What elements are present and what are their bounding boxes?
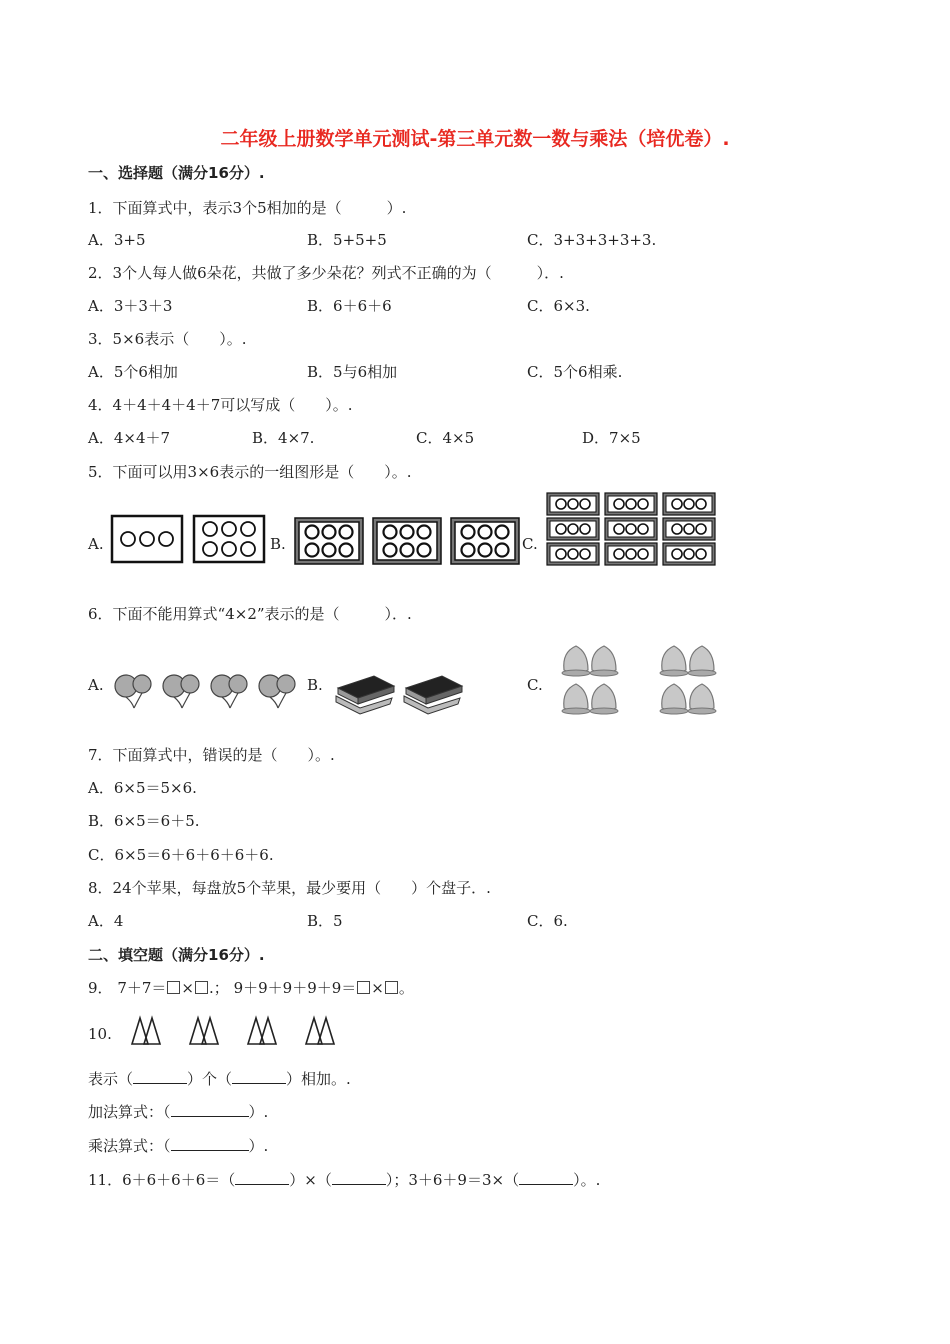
q8-option-a: A．4 [88, 912, 124, 930]
answer-blank[interactable] [133, 1069, 187, 1084]
q2-option-a: A．3＋3＋3 [88, 297, 173, 315]
q10-number: 10. [88, 1025, 112, 1043]
section-1-heading: 一、选择题（满分16分）. [88, 164, 265, 182]
answer-blank[interactable] [232, 1069, 286, 1084]
q5-option-c-figure [544, 490, 720, 568]
question-4-stem: 4．4＋4＋4＋4＋7可以写成（ ）。. [88, 396, 353, 414]
q7-option-c: C．6×5＝6＋6＋6＋6＋6. [88, 846, 274, 864]
q6-option-c-label: C. [527, 676, 543, 694]
q11-text-a: 11．6＋6＋6＋6＝（ [88, 1171, 236, 1189]
question-11 [88, 1170, 600, 1190]
q10-line-2 [88, 1102, 268, 1122]
question-2-stem: 2．3个人每人做6朵花，共做了多少朵花？列式不正确的为（ ）．. [88, 264, 564, 282]
answer-box[interactable] [357, 981, 370, 994]
q7-option-b: B．6×5＝6＋5. [88, 812, 200, 830]
question-6-stem: 6．下面不能用算式“4×2”表示的是（ ）．. [88, 605, 412, 623]
q11-text-b: ）×（ [289, 1171, 332, 1189]
q10-line-3 [88, 1136, 268, 1156]
q11-text-c: ）；3＋6＋9＝3×（ [385, 1171, 520, 1189]
q10-close: ）. [248, 1137, 269, 1155]
q10-close: ）. [248, 1103, 269, 1121]
q3-option-a: A．5个6相加 [88, 363, 178, 381]
question-3-stem: 3．5×6表示（ ）。. [88, 330, 247, 348]
answer-blank[interactable] [235, 1170, 289, 1185]
q8-option-b: B．5 [307, 912, 343, 930]
page-title: 二年级上册数学单元测试-第三单元数一数与乘法（培优卷）. [220, 128, 730, 150]
q9-expr-2: 9＋9＋9＋9＋9＝ [233, 979, 357, 997]
answer-blank[interactable] [332, 1170, 386, 1185]
q9-separator: .； [209, 979, 229, 997]
times-sign: × [181, 979, 194, 997]
section-2-heading: 二、填空题（满分16分）. [88, 946, 265, 964]
q1-option-a: A．3+5 [88, 231, 146, 249]
q10-addition-label: 加法算式：（ [88, 1103, 171, 1121]
q10-text-a: 表示（ [88, 1070, 134, 1088]
q5-option-c-label: C. [522, 535, 538, 553]
q10-text-b: ）个（ [187, 1070, 233, 1088]
answer-blank[interactable] [171, 1102, 249, 1117]
question-1-stem: 1．下面算式中，表示3个5相加的是（ ）. [88, 199, 407, 217]
balloons-icon [112, 668, 304, 712]
q10-multiplication-label: 乘法算式：（ [88, 1137, 171, 1155]
q4-option-a: A．4×4＋7 [88, 429, 171, 447]
q9-number: 9． [88, 979, 113, 997]
q7-option-a: A．6×5＝5×6. [88, 779, 197, 797]
q5-option-a-figure [110, 512, 270, 568]
q2-option-c: C．6×3. [527, 297, 590, 315]
q4-option-c: C．4×5 [416, 429, 475, 447]
question-9 [88, 978, 414, 998]
q1-option-c: C．3+3+3+3+3. [527, 231, 657, 249]
answer-box[interactable] [385, 981, 398, 994]
q10-line-1 [88, 1069, 351, 1089]
q3-option-c: C．5个6相乘. [527, 363, 623, 381]
q2-option-b: B．6＋6＋6 [307, 297, 392, 315]
times-sign: × [371, 979, 384, 997]
q5-option-b-label: B. [270, 535, 286, 553]
q8-option-c: C．6. [527, 912, 568, 930]
q5-option-a-label: A. [88, 535, 104, 553]
answer-box[interactable] [167, 981, 180, 994]
q4-option-b: B．4×7. [252, 429, 315, 447]
q11-text-d: ）。. [573, 1171, 601, 1189]
question-5-stem: 5．下面可以用3×6表示的一组图形是（ ）。. [88, 463, 412, 481]
q10-text-c: ）相加。. [286, 1070, 351, 1088]
q5-option-b-figure [293, 516, 525, 568]
question-7-stem: 7．下面算式中，错误的是（ ）。. [88, 746, 335, 764]
books-icon [332, 664, 472, 718]
peaches-icon [558, 640, 730, 720]
q4-option-d: D．7×5 [582, 429, 641, 447]
q6-option-a-label: A. [88, 676, 104, 694]
triangles-figure [128, 1014, 360, 1050]
answer-box[interactable] [195, 981, 208, 994]
answer-blank[interactable] [171, 1136, 249, 1151]
question-8-stem: 8．24个苹果，每盘放5个苹果，最少要用（ ）个盘子．. [88, 879, 491, 897]
q6-option-b-label: B. [307, 676, 323, 694]
q3-option-b: B．5与6相加 [307, 363, 398, 381]
answer-blank[interactable] [519, 1170, 573, 1185]
q9-expr-1: 7＋7＝ [117, 979, 167, 997]
q9-end: 。 [398, 979, 414, 997]
q1-option-b: B．5+5+5 [307, 231, 387, 249]
